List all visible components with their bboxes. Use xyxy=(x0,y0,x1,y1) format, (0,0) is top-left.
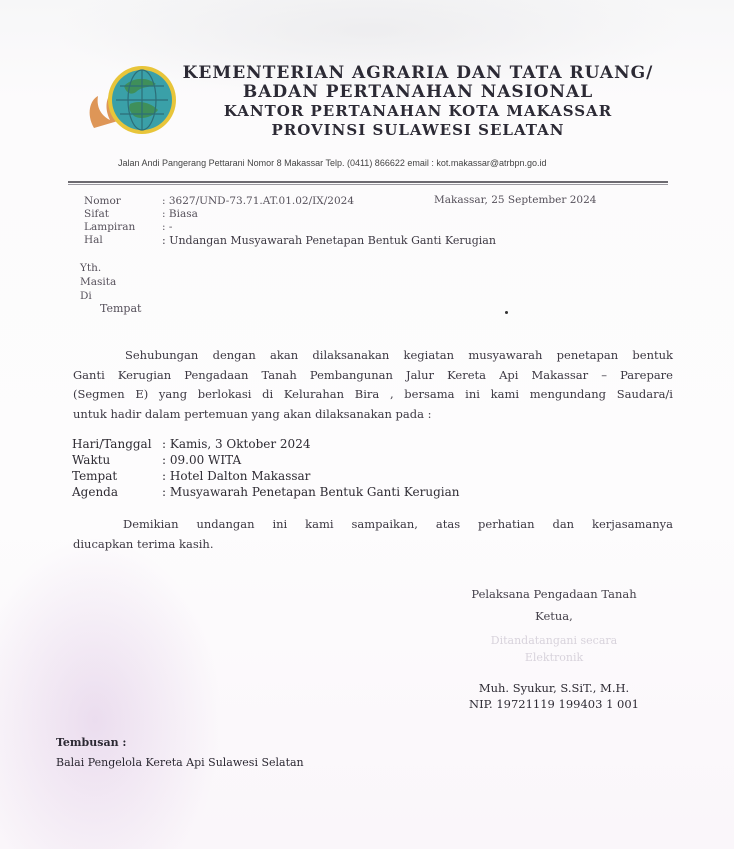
letterhead-province: PROVINSI SULAWESI SELATAN xyxy=(271,121,565,139)
body-paragraph-1 xyxy=(73,346,673,424)
hal-label: Hal xyxy=(84,234,103,246)
letterhead-ministry: KEMENTERIAN AGRARIA DAN TATA RUANG/ xyxy=(182,63,654,83)
tembusan-item: Balai Pengelola Kereta Api Sulawesi Selatan xyxy=(56,756,304,769)
body-line: Sehubungan dengan akan dilaksanakan kegiatan musyawarah penetapan bentuk xyxy=(125,348,673,362)
schedule-label: Waktu xyxy=(72,453,111,467)
letterhead-address: Jalan Andi Pangerang Pettarani Nomor 8 Makassar Telp. (0411) 866622 email : kot.makassar@atrbpn.go.id xyxy=(118,158,547,168)
tembusan-label: Tembusan : xyxy=(56,736,127,749)
signature-title: Pelaksana Pengadaan Tanah xyxy=(471,587,637,601)
lampiran-label: Lampiran xyxy=(84,221,136,233)
e-signature-line: Ditandatangani secara xyxy=(490,634,618,647)
recipient-name: Masita xyxy=(80,276,117,288)
letterhead-divider xyxy=(68,181,668,183)
e-signature-note xyxy=(456,632,652,666)
letter-date: Makassar, 25 September 2024 xyxy=(434,194,597,206)
body-line: untuk hadir dalam pertemuan yang akan dilaksanakan pada : xyxy=(73,406,432,421)
lampiran-value: : - xyxy=(162,221,173,233)
nomor-label: Nomor xyxy=(84,195,121,207)
signature-position: Ketua, xyxy=(535,609,573,623)
body-line: (Segmen E) yang berlokasi di Kelurahan Bira , bersama ini kami mengundang Saudara/i xyxy=(73,387,673,401)
letterhead-divider-thin xyxy=(68,184,668,185)
ink-dot xyxy=(505,311,508,314)
recipient-salutation: Yth. xyxy=(80,262,102,274)
recipient-di: Di xyxy=(80,290,92,302)
body-line: Ganti Kerugian Pengadaan Tanah Pembangunan Jalur Kereta Api Makassar – Parepare xyxy=(73,367,673,382)
signatory-nip: NIP. 19721119 199403 1 001 xyxy=(469,697,639,711)
nomor-value: : 3627/UND-73.71.AT.01.02/IX/2024 xyxy=(162,195,355,207)
signatory-name: Muh. Syukur, S.SiT., M.H. xyxy=(478,681,630,695)
hal-value: : Undangan Musyawarah Penetapan Bentuk Ganti Kerugian xyxy=(162,234,496,247)
letterhead-agency: BADAN PERTANAHAN NASIONAL xyxy=(242,82,594,102)
letterhead xyxy=(178,64,658,140)
bpn-globe-logo-icon xyxy=(84,56,184,146)
body-line: Demikian undangan ini kami sampaikan, atas perhatian dan kerjasamanya xyxy=(123,517,673,531)
schedule-value: : Musyawarah Penetapan Bentuk Ganti Kerugian xyxy=(162,485,460,499)
schedule-label: Hari/Tanggal xyxy=(72,437,152,451)
schedule-value: : Kamis, 3 Oktober 2024 xyxy=(162,437,311,451)
sifat-value: : Biasa xyxy=(162,208,198,220)
schedule-value: : 09.00 WITA xyxy=(162,453,242,467)
body-paragraph-2 xyxy=(73,515,673,554)
schedule-label: Agenda xyxy=(72,485,119,499)
recipient-block xyxy=(80,261,116,303)
schedule-value: : Hotel Dalton Makassar xyxy=(162,469,311,483)
recipient-place: Tempat xyxy=(100,302,142,315)
body-line: diucapkan terima kasih. xyxy=(73,536,214,551)
schedule-label: Tempat xyxy=(72,469,118,483)
e-signature-line: Elektronik xyxy=(524,651,584,664)
sifat-label: Sifat xyxy=(84,208,109,220)
letterhead-office: KANTOR PERTANAHAN KOTA MAKASSAR xyxy=(223,102,613,120)
tembusan-block xyxy=(56,733,304,773)
